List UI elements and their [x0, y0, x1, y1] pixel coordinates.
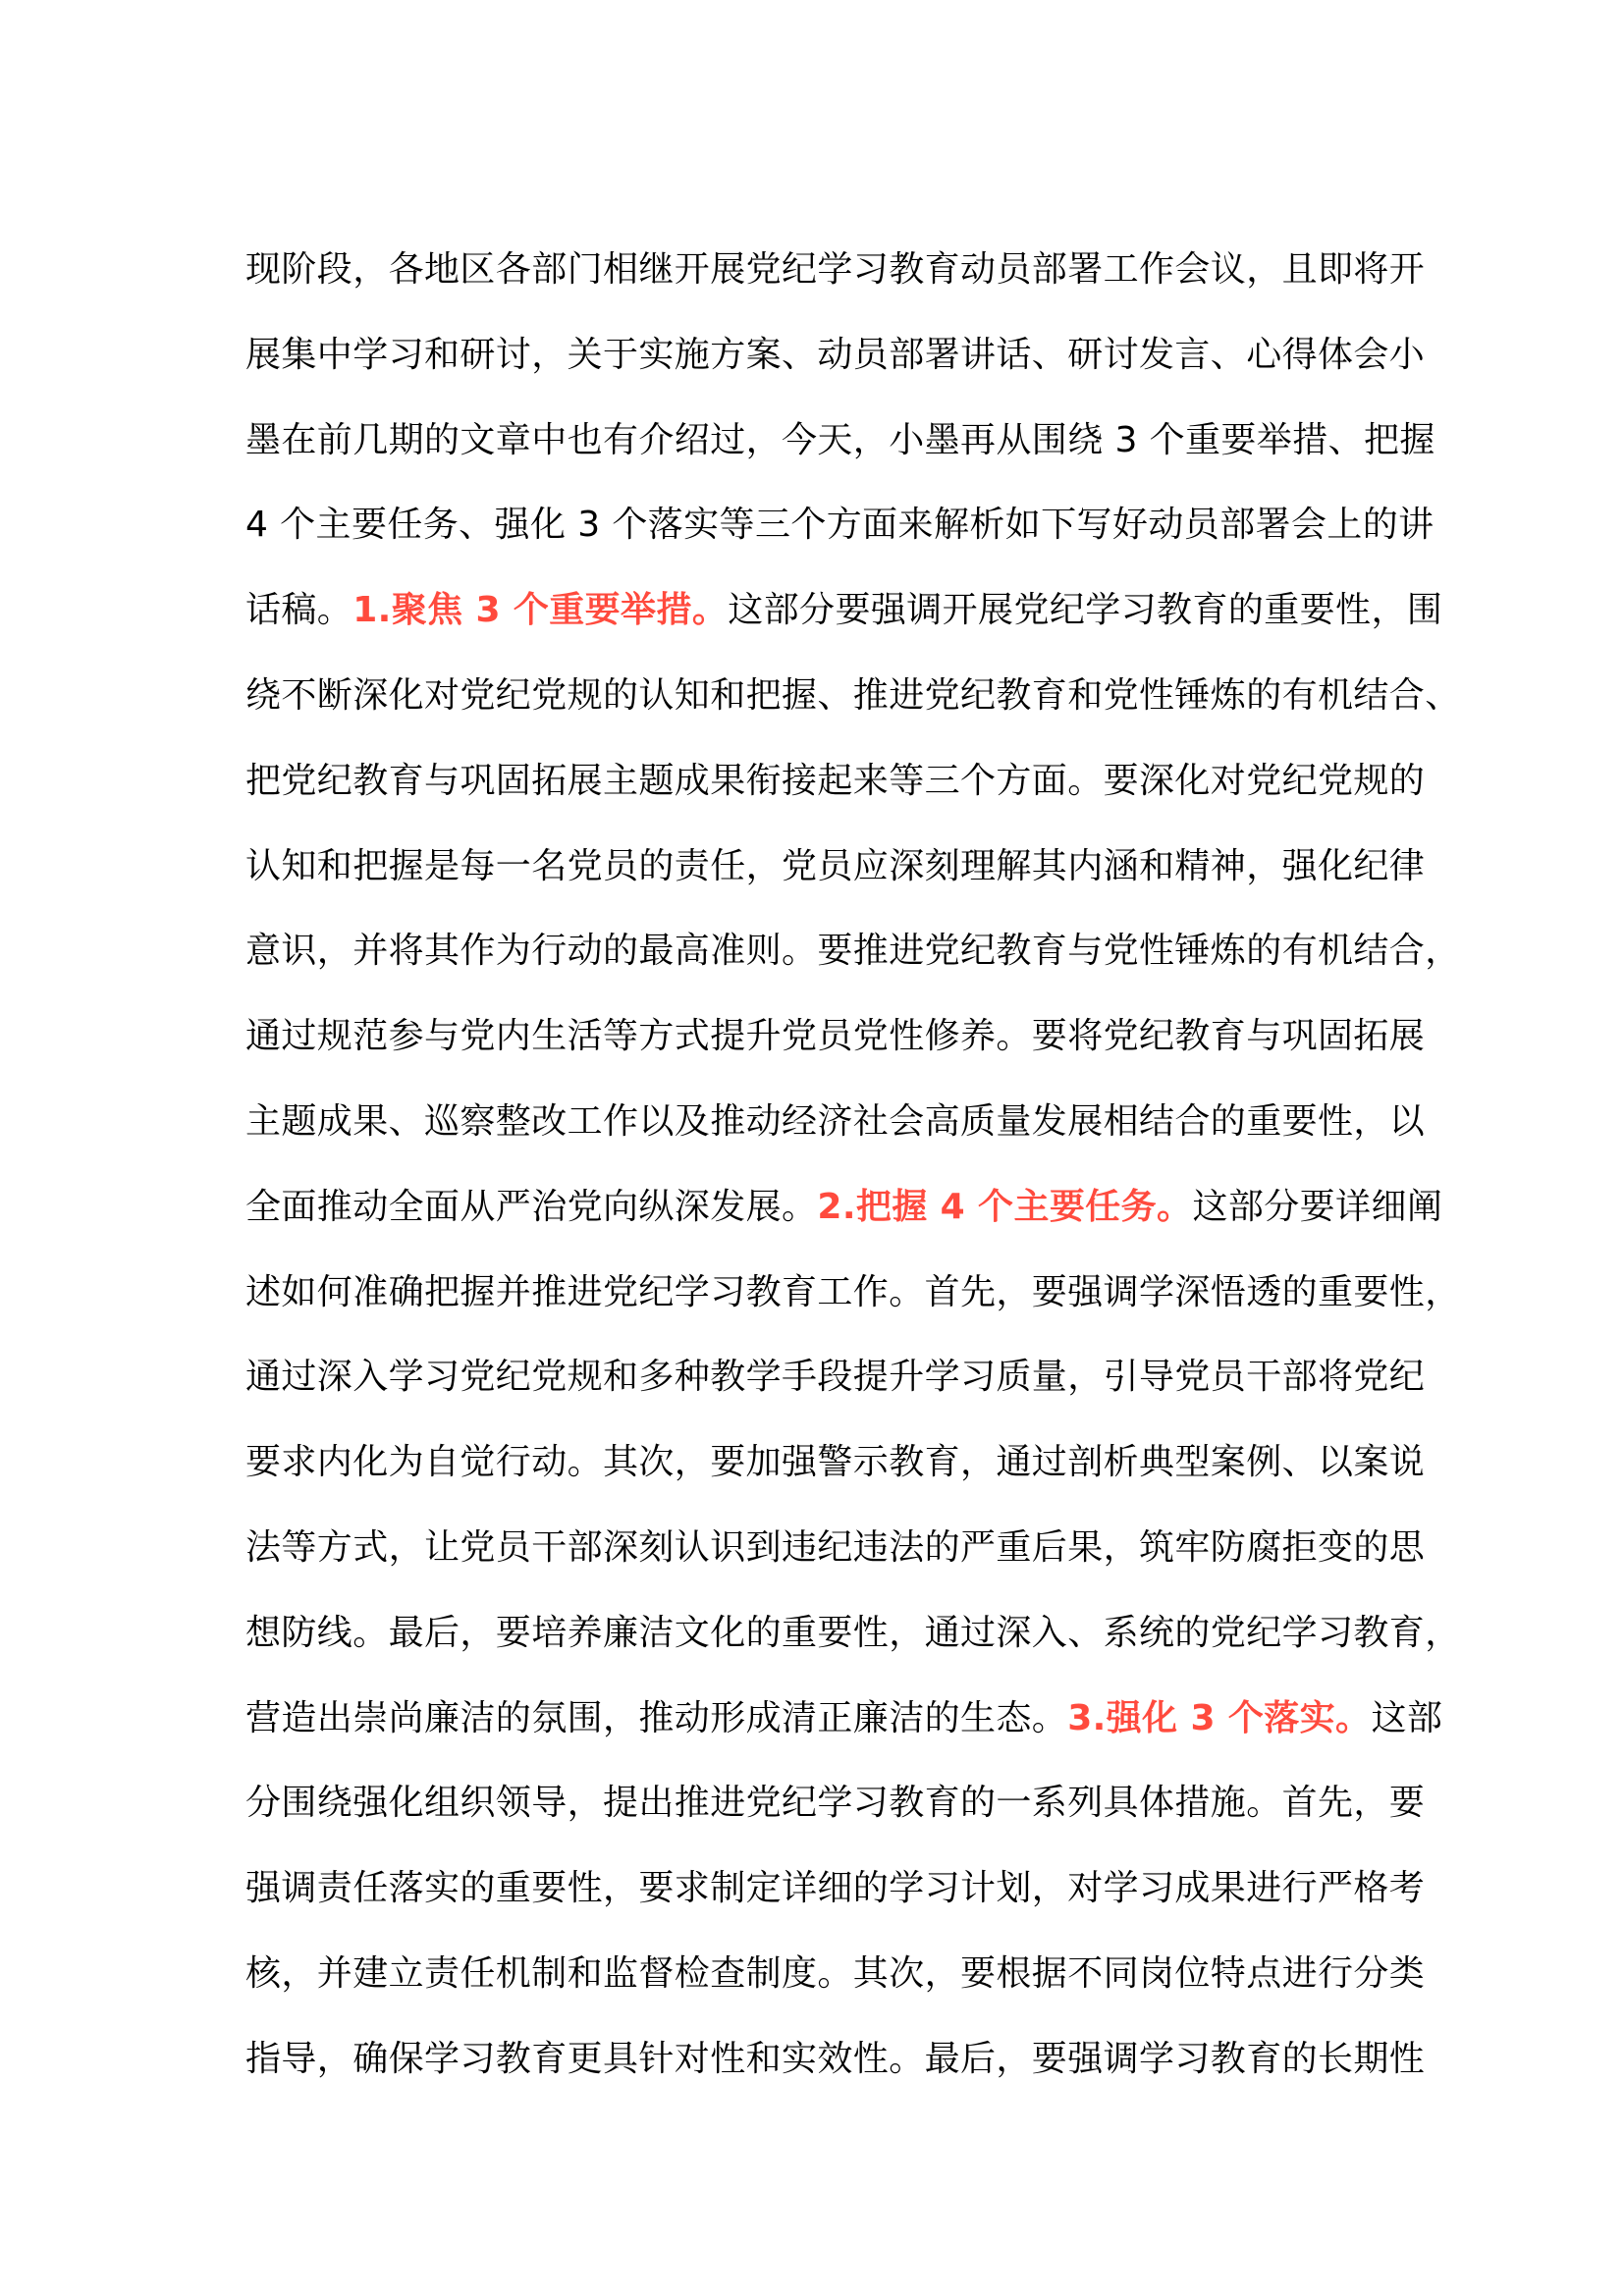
- text-segment: 绕不断深化对党纪党规的认知和把握、推进党纪教育和党性锤炼的有机结合、: [245, 674, 1461, 716]
- section-heading-highlight: 2.把握 4 个主要任务。: [817, 1186, 1193, 1227]
- text-line: [245, 1080, 1426, 1165]
- text-segment: 想防线。最后，要培养廉洁文化的重要性，通过深入、系统的党纪学习教育，: [245, 1612, 1461, 1653]
- text-line: [245, 313, 1426, 399]
- text-line: [245, 1591, 1461, 1677]
- text-line: [245, 654, 1461, 739]
- text-segment: 强调责任落实的重要性，要求制定详细的学习计划，对学习成果进行严格考: [245, 1868, 1426, 1909]
- text-line: [245, 1506, 1426, 1591]
- text-line: [245, 568, 1443, 654]
- text-segment: 这部分要详细阐: [1192, 1186, 1443, 1227]
- text-line: [245, 228, 1426, 313]
- text-line: [245, 739, 1426, 825]
- text-line: [245, 2017, 1426, 2103]
- text-line: [245, 1335, 1426, 1420]
- text-segment: 通过深入学习党纪党规和多种教学手段提升学习质量，引导党员干部将党纪: [245, 1357, 1426, 1398]
- text-line: [245, 994, 1426, 1080]
- text-segment: 述如何准确把握并推进党纪学习教育工作。首先，要强调学深悟透的重要性，: [245, 1271, 1461, 1312]
- text-segment: 通过规范参与党内生活等方式提升党员党性修养。要将党纪教育与巩固拓展: [245, 1016, 1426, 1057]
- text-segment: 这部: [1371, 1697, 1443, 1738]
- text-segment: 认知和把握是每一名党员的责任，党员应深刻理解其内涵和精神，强化纪律: [245, 845, 1426, 886]
- text-segment: 全面推动全面从严治党向纵深发展。: [245, 1186, 818, 1227]
- text-line: [245, 1165, 1443, 1251]
- text-segment: 分围绕强化组织领导，提出推进党纪学习教育的一系列具体措施。首先，要: [245, 1783, 1426, 1824]
- text-line: [245, 909, 1461, 994]
- text-segment: 展集中学习和研讨，关于实施方案、动员部署讲话、研讨发言、心得体会小: [245, 334, 1426, 375]
- text-line: [245, 1761, 1426, 1846]
- text-segment: 4 个主要任务、强化 3 个落实等三个方面来解析如下写好动员部署会上的讲: [245, 505, 1435, 546]
- text-segment: 墨在前几期的文章中也有介绍过，今天，小墨再从围绕 3 个重要举措、把握: [245, 419, 1435, 460]
- text-line: [245, 399, 1435, 484]
- text-line: [245, 483, 1435, 568]
- text-line: [245, 1420, 1426, 1506]
- text-segment: 这部分要强调开展党纪学习教育的重要性，围: [728, 590, 1443, 631]
- text-line: [245, 1846, 1426, 1932]
- text-segment: 要求内化为自觉行动。其次，要加强警示教育，通过剖析典型案例、以案说: [245, 1442, 1426, 1483]
- text-segment: 现阶段，各地区各部门相继开展党纪学习教育动员部署工作会议，且即将开: [245, 249, 1426, 290]
- text-segment: 意识，并将其作为行动的最高准则。要推进党纪教育与党性锤炼的有机结合，: [245, 931, 1461, 972]
- text-line: [245, 1932, 1426, 2017]
- text-line: [245, 1251, 1461, 1336]
- text-segment: 指导，确保学习教育更具针对性和实效性。最后，要强调学习教育的长期性: [245, 2038, 1426, 2079]
- document-body: [245, 228, 1461, 2103]
- text-segment: 话稿。: [245, 590, 353, 631]
- text-line: [245, 1677, 1443, 1762]
- section-heading-highlight: 1.聚焦 3 个重要举措。: [352, 590, 729, 631]
- text-segment: 把党纪教育与巩固拓展主题成果衔接起来等三个方面。要深化对党纪党规的: [245, 760, 1426, 801]
- text-segment: 法等方式，让党员干部深刻认识到违纪违法的严重后果，筑牢防腐拒变的思: [245, 1526, 1426, 1568]
- text-segment: 主题成果、巡察整改工作以及推动经济社会高质量发展相结合的重要性，以: [245, 1100, 1426, 1142]
- text-segment: 营造出崇尚廉洁的氛围，推动形成清正廉洁的生态。: [245, 1697, 1068, 1738]
- section-heading-highlight: 3.强化 3 个落实。: [1067, 1697, 1372, 1738]
- text-segment: 核，并建立责任机制和监督检查制度。其次，要根据不同岗位特点进行分类: [245, 1952, 1426, 1994]
- text-line: [245, 825, 1426, 910]
